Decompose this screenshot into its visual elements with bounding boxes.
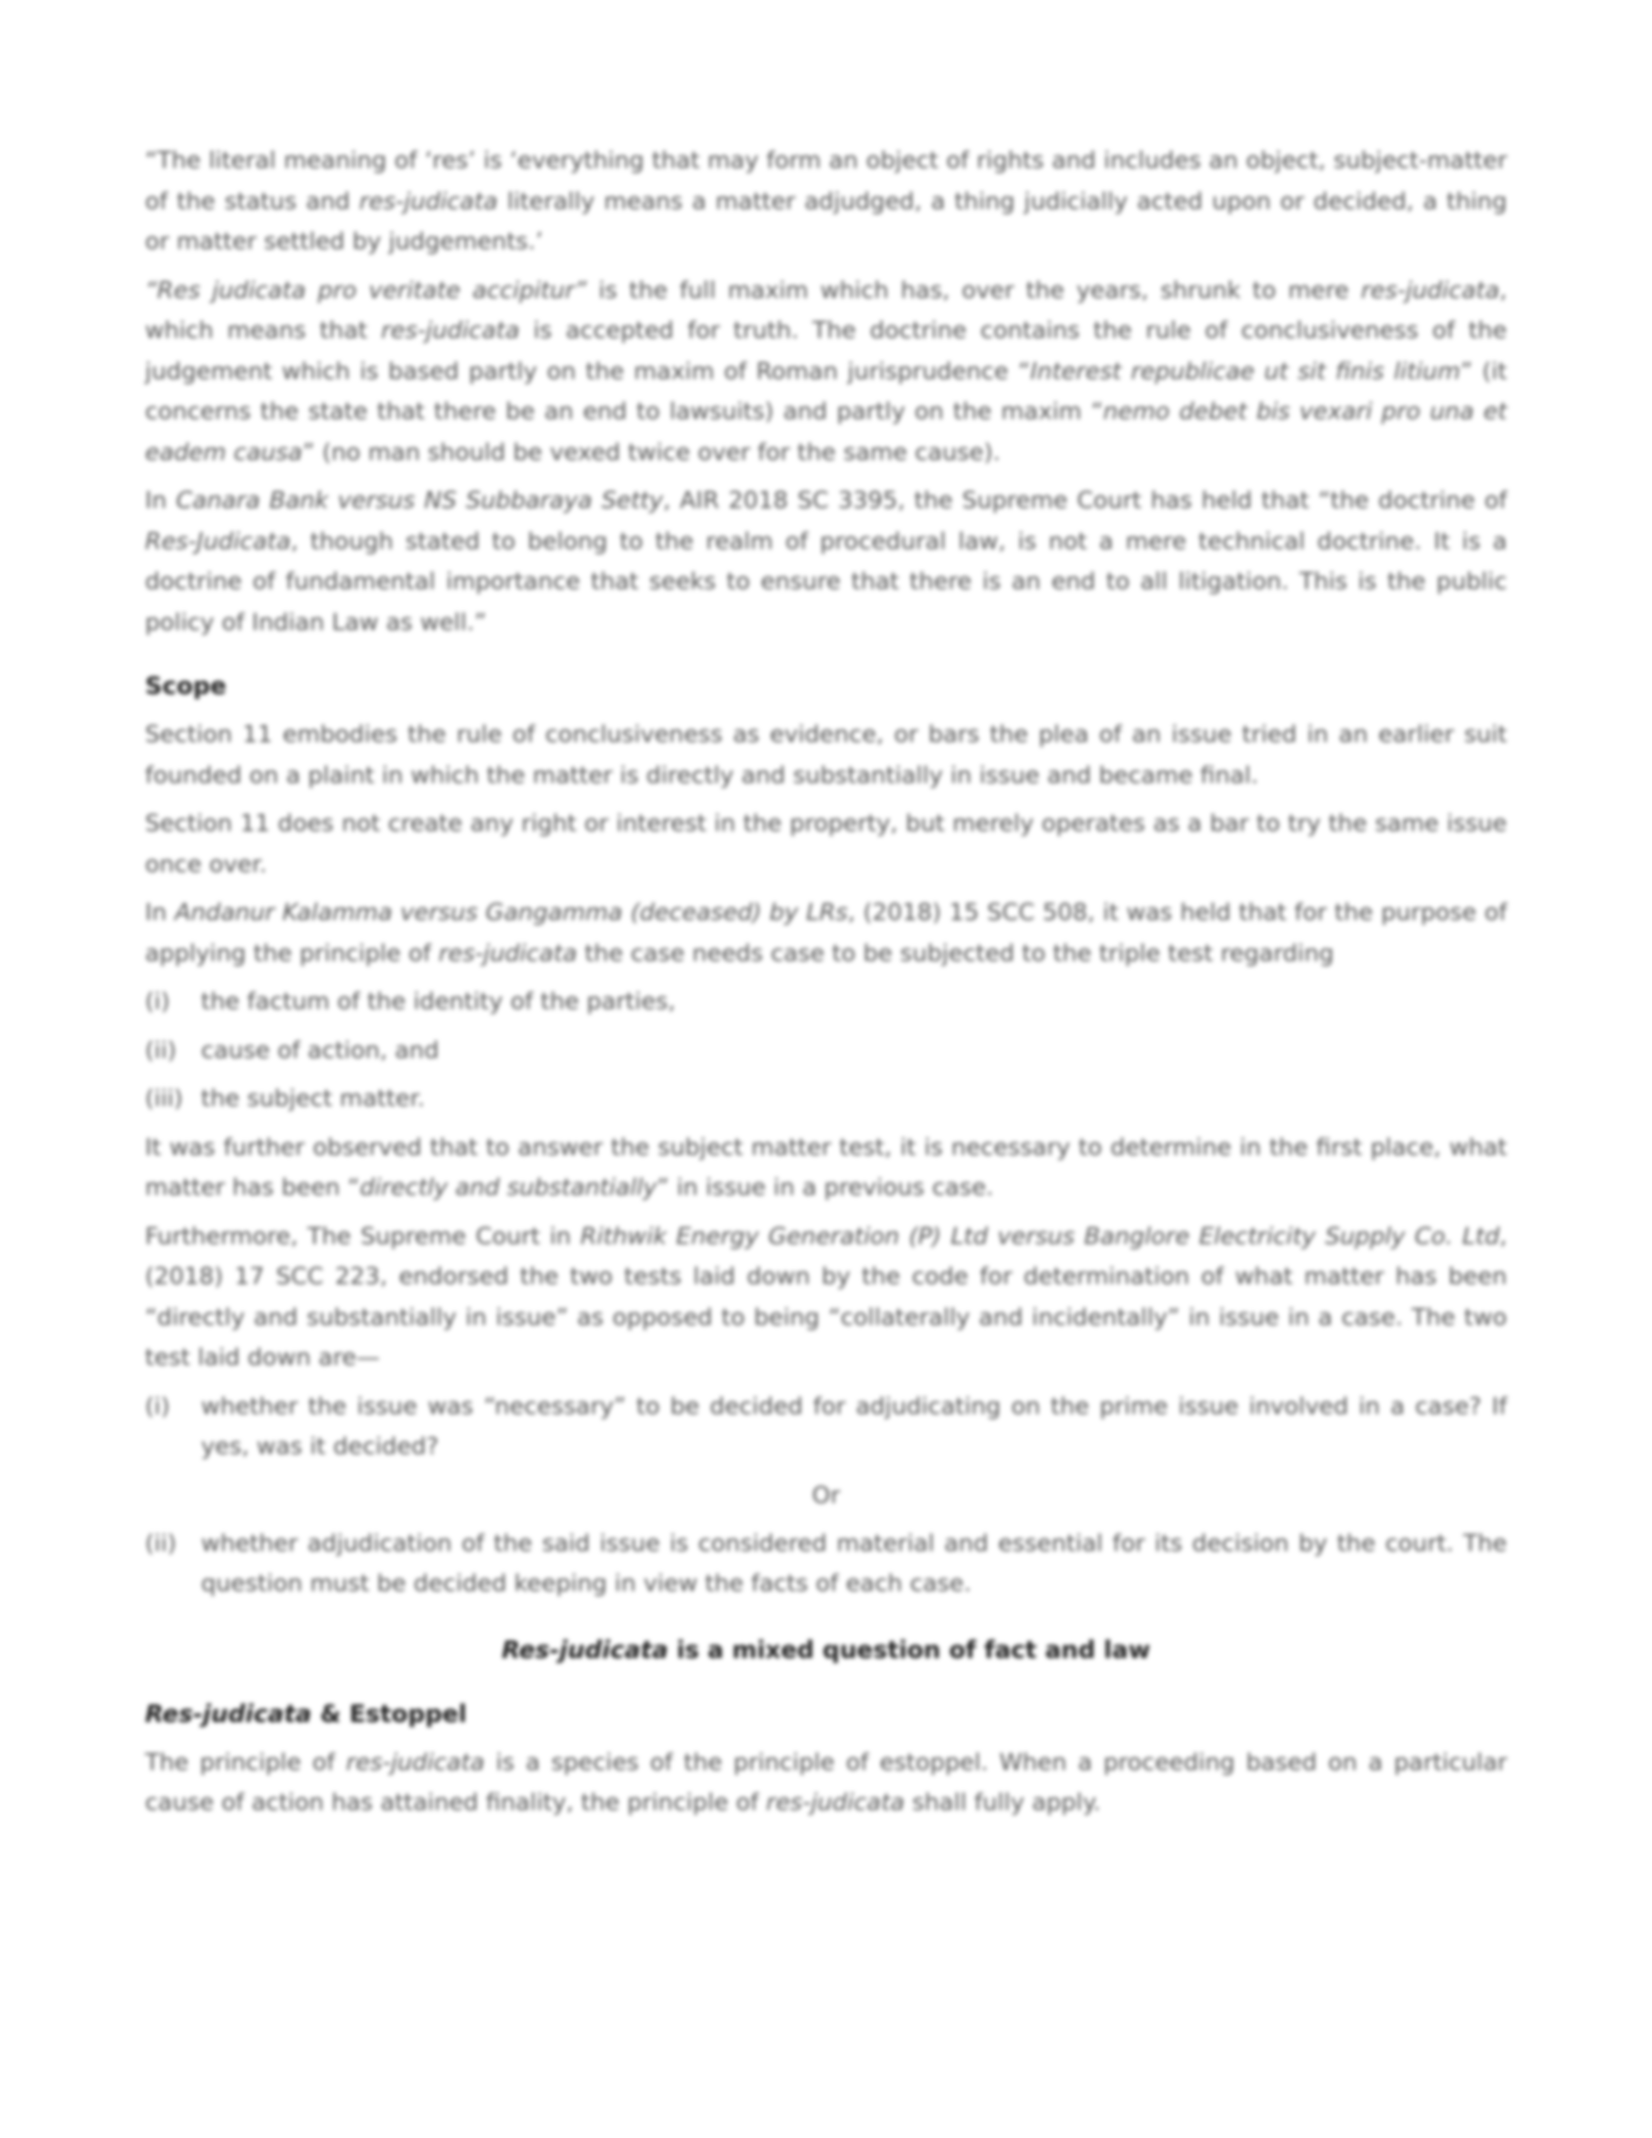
list-item: (iii) the subject matter.	[145, 1084, 425, 1112]
list-item: (ii) whether adjudication of the said issue is considered material and essential for its decision by the court. The question must be decided keeping in view the facts of each case.	[145, 1528, 1507, 1597]
list-item: (i) the factum of the identity of the parties,	[145, 987, 676, 1015]
paragraph-andanur-kalamma: In Andanur Kalamma versus Gangamma (deceased) by LRs, (2018) 15 SCC 508, it was held that for the purpose of applying the principle of res-judicata the case needs case to be subjected to the triple test regarding	[145, 898, 1507, 967]
paragraph-maxim: “Res judicata pro veritate accipitur” is the full maxim which has, over the years, shrunk to mere res-judicata, which means that res-judicata is accepted for truth. The doctrine contains the rule of conclusiveness of the judgement which is based partly on the maxim of Roman jurisprudence “Interest republicae ut sit finis litium” (it concerns the state that there be an end to lawsuits) and partly on the maxim “nemo debet bis vexari pro una et eadem causa” (no man should be vexed twice over for the same cause).	[145, 275, 1508, 466]
paragraph-literal-meaning: “The literal meaning of ‘res’ is ‘everything that may form an object of rights and includes an object, subject-matter of the status and res-judicata literally means a matter adjudged, a thing judicially acted upon or decided, a thing or matter settled by judgements.’	[145, 146, 1507, 255]
scope-heading: Scope	[145, 672, 227, 700]
paragraph-canara-bank: In Canara Bank versus NS Subbaraya Setty, AIR 2018 SC 3395, the Supreme Court has held that “the doctrine of Res-Judicata, though stated to belong to the realm of procedural law, is not a mere technical doctrine. It is a doctrine of fundamental importance that seeks to ensure that there is an end to all litigation. This is the public policy of Indian Law as well.”	[145, 486, 1507, 636]
paragraph-rithwik-energy: Furthermore, The Supreme Court in Rithwik Energy Generation (P) Ltd versus Banglore Electricity Supply Co. Ltd, (2018) 17 SCC 223, endorsed the two tests laid down by the code for determination of what matter has been “directly and substantially in issue” as opposed to being “collaterally and incidentally” in issue in a case. The two test laid down are—	[145, 1221, 1507, 1371]
mixed-question-heading: Res-judicata is a mixed question of fact and law	[501, 1635, 1151, 1664]
list-item: (ii) cause of action, and	[145, 1035, 439, 1064]
paragraph-subject-matter-test: It was further observed that to answer the subject matter test, it is necessary to determine in the first place, what matter has been “directly and substantially” in issue in a previous case.	[145, 1132, 1507, 1201]
paragraph-estoppel: The principle of res-judicata is a species of the principle of estoppel. When a proceeding based on a particular cause of action has attained finality, the principle of res-judicata shall fully apply.	[145, 1747, 1508, 1816]
list-item: (i) whether the issue was “necessary” to be decided for adjudicating on the prime issue involved in a case? If yes, was it decided?	[145, 1391, 1507, 1460]
or-separator: Or	[811, 1480, 841, 1509]
paragraph-section-11-bar: Section 11 does not create any right or interest in the property, but merely operates as a bar to try the same issue once over.	[145, 809, 1507, 878]
paragraph-section-11-conclusiveness: Section 11 embodies the rule of conclusiveness as evidence, or bars the plea of an issue tried in an earlier suit founded on a plaint in which the matter is directly and substantially in issue and became final.	[145, 720, 1507, 789]
estoppel-heading: Res-judicata & Estoppel	[145, 1699, 467, 1728]
